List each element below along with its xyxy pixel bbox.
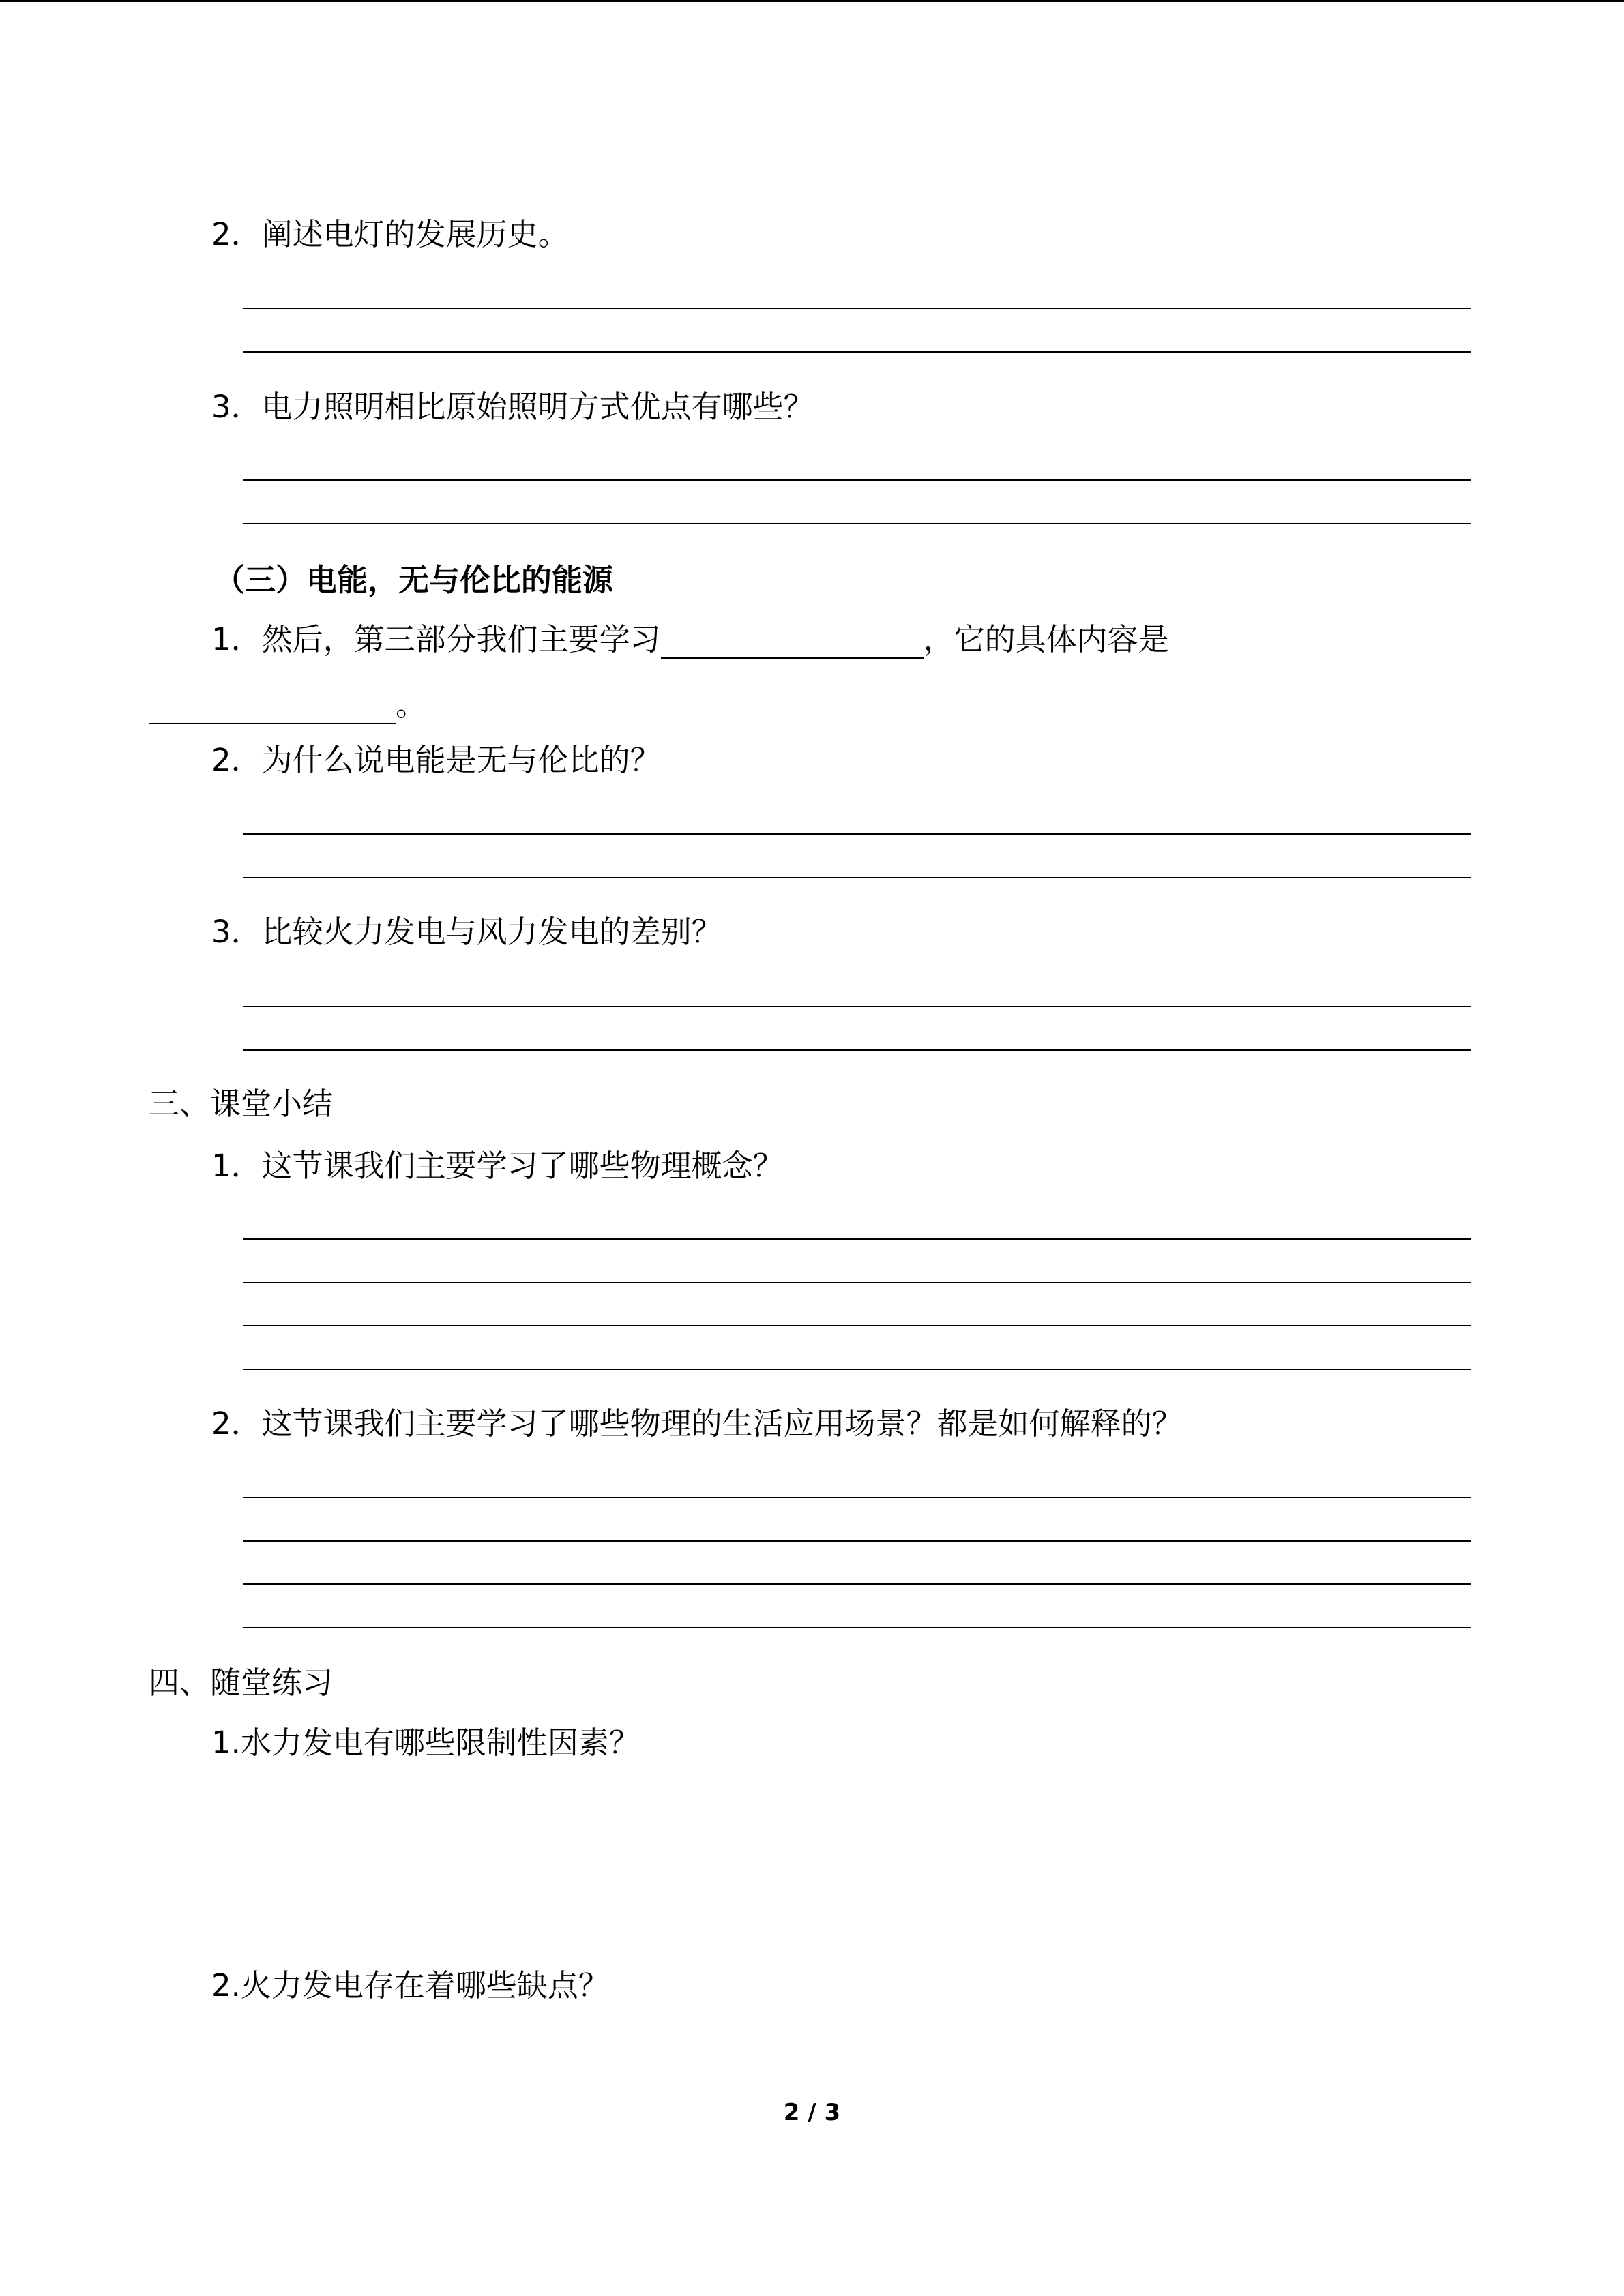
answer-line: [243, 1049, 1471, 1051]
answer-line: [243, 1540, 1471, 1542]
practice-heading: 四、随堂练习: [149, 1665, 334, 1701]
top-border-line: [0, 0, 1624, 2]
section-three-title: （三）电能，无与伦比的能源: [214, 562, 614, 598]
answer-line: [243, 877, 1471, 878]
fill-in-question: [211, 621, 1169, 659]
answer-line: [243, 1325, 1471, 1326]
answer-line: [243, 1006, 1471, 1007]
summary-heading: 三、课堂小结: [149, 1086, 334, 1122]
answer-line: [243, 479, 1471, 481]
answer-line: [243, 1238, 1471, 1240]
question-lamp-history: 2．阐述电灯的发展历史。: [211, 216, 569, 252]
question-thermal-vs-wind: 3．比较火力发电与风力发电的差别？: [211, 914, 722, 950]
answer-line: [243, 1583, 1471, 1585]
answer-line: [243, 1497, 1471, 1498]
practice-question-hydropower: 1.水力发电有哪些限制性因素？: [211, 1725, 640, 1761]
question-why-electricity: 2．为什么说电能是无与伦比的？: [211, 742, 661, 778]
fill-in-question-end: 。: [396, 687, 427, 723]
answer-line: [243, 523, 1471, 524]
summary-question-concepts: 1．这节课我们主要学习了哪些物理概念？: [211, 1148, 784, 1184]
practice-question-thermal-power: 2.火力发电存在着哪些缺点？: [211, 1967, 609, 2003]
fill-in-question-part2: ，它的具体内容是: [923, 621, 1169, 657]
fill-in-question-part1: 1．然后，第三部分我们主要学习: [211, 621, 661, 657]
answer-line: [243, 308, 1471, 309]
answer-line: [243, 1369, 1471, 1370]
fill-in-blank[interactable]: [149, 691, 396, 724]
fill-in-blank[interactable]: [661, 626, 924, 659]
fill-in-question-continuation: [149, 686, 426, 724]
answer-line: [243, 1627, 1471, 1628]
answer-line: [243, 1282, 1471, 1283]
answer-line: [243, 351, 1471, 353]
question-lighting-advantages: 3．电力照明相比原始照明方式优点有哪些？: [211, 389, 814, 425]
page-number: 2 / 3: [783, 2099, 841, 2126]
answer-line: [243, 833, 1471, 835]
summary-question-applications: 2．这节课我们主要学习了哪些物理的生活应用场景？都是如何解释的？: [211, 1405, 1183, 1442]
